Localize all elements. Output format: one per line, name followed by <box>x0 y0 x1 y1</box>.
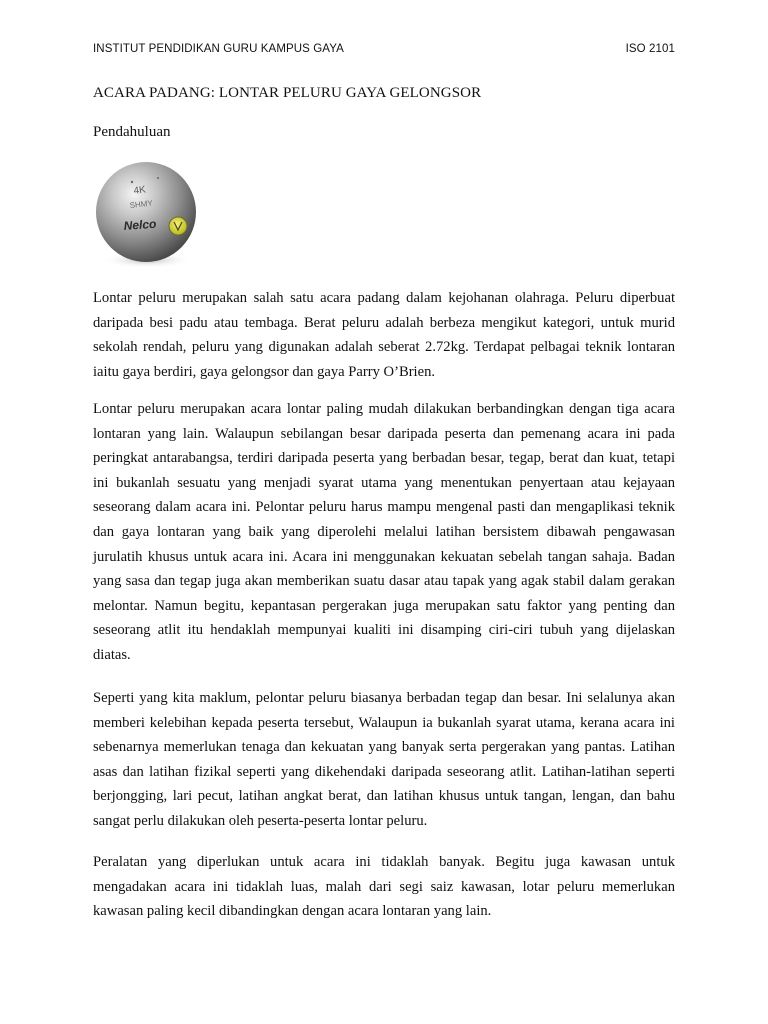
section-heading: Pendahuluan <box>93 124 171 140</box>
document-title: ACARA PADANG: LONTAR PELURU GAYA GELONGSOR <box>93 85 482 101</box>
paragraph-3: Seperti yang kita maklum, pelontar peluru biasanya berbadan tegap dan besar. Ini selalunya akan memberi kelebihan kepada peserta tersebut, Walaupun ia bukanlah syarat utama, kerana acara ini sebenarnya memerlukan tenaga dan kekuatan yang banyak serta pergerakan yang pantas. Latihan asas dan latihan fizikal seperti yang dikehendaki daripada seseorang atlit. Latihan-latihan seperti berjongging, lari pecut, latihan angkat berat, dan latihan khusus untuk tangan, lengan, dan bahu sangat perlu dilakukan oleh peserta-peserta lontar peluru. <box>93 690 675 829</box>
paragraph-4: Peralatan yang diperlukan untuk acara ini tidaklah banyak. Begitu juga kawasan untuk mengadakan acara ini tidaklah luas, malah dari segi saiz kawasan, lotar peluru memerlukan kawasan paling kecil dibandingkan dengan acara lontaran yang lain. <box>93 854 675 920</box>
paragraph-1: Lontar peluru merupakan salah satu acara padang dalam kejohanan olahraga. Peluru diperbuat daripada besi padu atau tembaga. Berat peluru adalah berbeza mengikut kategori, untuk murid sekolah rendah, peluru yang digunakan adalah seberat 2.72kg. Terdapat pelbagai teknik lontaran iaitu gaya berdiri, gaya gelongsor dan gaya Parry O’Brien. <box>93 290 675 380</box>
ball-text-weight: 4K <box>132 184 147 197</box>
ball-text-model: SHMY <box>129 198 154 210</box>
shot-put-ball-photo <box>92 160 202 270</box>
header-institution: INSTITUT PENDIDIKAN GURU KAMPUS GAYA <box>93 43 344 55</box>
header-code: ISO 2101 <box>625 43 675 55</box>
ball-text-brand: Nelco <box>123 216 157 233</box>
page-header <box>93 43 675 59</box>
paragraph-2: Lontar peluru merupakan acara lontar paling mudah dilakukan berbandingkan dengan tiga acara lontaran yang lain. Walaupun sebilangan besar daripada peserta dan pemenang acara ini pada peringkat antarabangsa, terdiri daripada peserta yang berbadan besar, tegap, berat dan kuat, tetapi ini bukanlah sesuatu yang menjadi syarat utama yang menentukan penyertaan atau kejayaan seseorang dalam acara ini. Pelontar peluru harus mampu mengenal pasti dan mengaplikasi teknik dan gaya lontaran yang baik yang diperolehi melalui latihan bersistem dibawah pengawasan jurulatih khusus untuk acara ini. Acara ini menggunakan kekuatan sebelah tangan sahaja. Badan yang sasa dan tegap juga akan memberikan suatu dasar atau tapak yang agak stabil dalam gerakan melontar. Namun begitu, kepantasan pergerakan juga merupakan satu faktor yang penting dan seseorang atlit itu hendaklah mempunyai kualiti ini disamping ciri-ciri tubuh yang dijelaskan diatas. <box>93 401 675 663</box>
